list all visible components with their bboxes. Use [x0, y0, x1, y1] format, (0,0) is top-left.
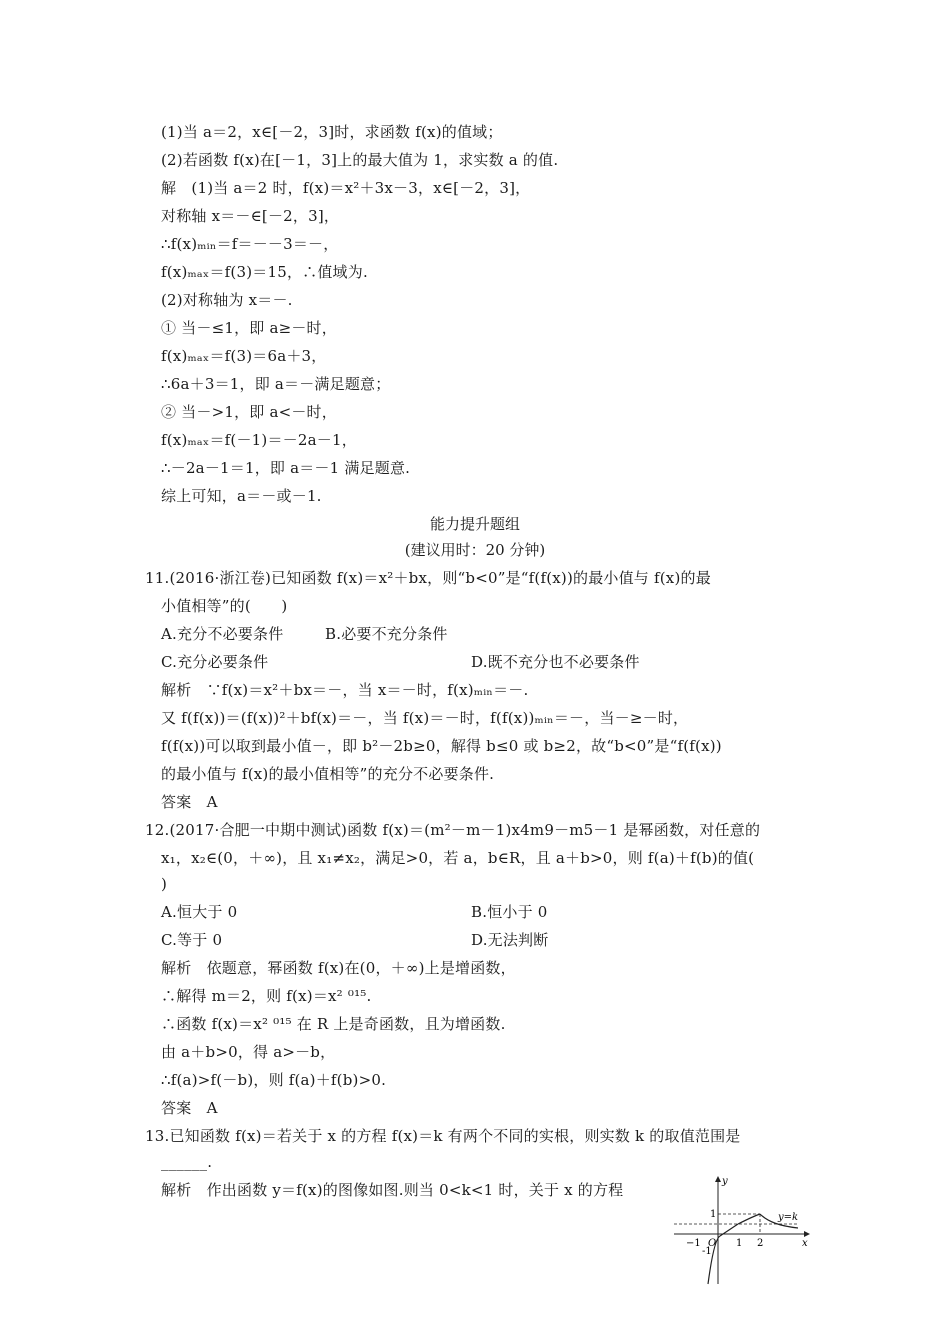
text-line: ① 当－≤1，即 a≥－时，	[161, 319, 337, 337]
text-line: 解 (1)当 a＝2 时，f(x)＝x²＋3x－3，x∈[－2，3]，	[161, 179, 531, 197]
x-axis-arrow	[804, 1231, 810, 1237]
text-line: ∴f(x)ₘᵢₙ＝f＝－－3＝－，	[161, 235, 339, 253]
q13-stem: 13.已知函数 f(x)＝若关于 x 的方程 f(x)＝k 有两个不同的实根，则实数 k 的取值范围是	[145, 1127, 741, 1145]
q12-stem: 12.(2017·合肥一中期中测试)函数 f(x)＝(m²－m－1)x4m9－m5－1 是幂函数，对任意的	[145, 821, 761, 839]
text-line: f(x)ₘₐₓ＝f(－1)＝－2a－1，	[161, 431, 357, 449]
section-subtitle: (建议用时：20 分钟)	[404, 541, 546, 559]
q11-stem: 小值相等”的( )	[161, 597, 288, 615]
line-label: y=k	[778, 1212, 799, 1223]
y-axis-label: y	[722, 1176, 728, 1187]
q12-solution: ∴f(a)>f(－b)，则 f(a)＋f(b)>0.	[161, 1071, 387, 1089]
text-line: f(x)ₘₐₓ＝f(3)＝15，∴值域为.	[161, 263, 368, 281]
text-line: ② 当－>1，即 a<－时，	[161, 403, 337, 421]
text-line: ∴6a＋3＝1，即 a＝－满足题意；	[161, 375, 391, 393]
q11-option-c: C.充分必要条件	[161, 653, 269, 671]
text-line: 综上可知，a＝－或－1.	[161, 487, 322, 505]
text-line: 对称轴 x＝－∈[－2，3]，	[161, 207, 340, 225]
q11-solution: 的最小值与 f(x)的最小值相等”的充分不必要条件.	[161, 765, 495, 783]
q12-option-a: A.恒大于 0	[161, 903, 238, 921]
q12-solution: 由 a＋b>0，得 a>－b，	[161, 1043, 336, 1061]
origin-label: O	[708, 1238, 717, 1249]
q13-solution: 解析 作出函数 y＝f(x)的图像如图.则当 0<k<1 时，关于 x 的方程	[161, 1181, 624, 1199]
q12-stem: )	[161, 875, 168, 893]
tick-x-1: 1	[736, 1238, 743, 1249]
curve-rise	[738, 1214, 760, 1224]
q12-answer: 答案 A	[161, 1099, 218, 1117]
q11-option-d: D.既不充分也不必要条件	[471, 653, 640, 671]
q11-solution: 又 f(f(x))＝(f(x))²＋bf(x)＝－，当 f(x)＝－时，f(f(x))ₘᵢₙ＝－，当－≥－时，	[161, 709, 689, 727]
q12-option-c: C.等于 0	[161, 931, 223, 949]
q12-option-b: B.恒小于 0	[471, 903, 548, 921]
tick-x-2: 2	[757, 1238, 764, 1249]
curve-left	[708, 1224, 738, 1284]
text-line: (1)当 a＝2，x∈[－2，3]时，求函数 f(x)的值域；	[161, 123, 503, 141]
q12-solution: ∴解得 m＝2，则 f(x)＝x² ⁰¹⁵.	[161, 987, 372, 1005]
tick-x-neg1: −1	[686, 1238, 701, 1249]
q11-option-b: B.必要不充分条件	[325, 625, 448, 643]
q13-stem: ______.	[161, 1153, 213, 1171]
y-axis-arrow	[715, 1176, 721, 1182]
q12-solution: ∴函数 f(x)＝x² ⁰¹⁵ 在 R 上是奇函数，且为增函数.	[161, 1015, 506, 1033]
q11-option-a: A.充分不必要条件	[161, 625, 284, 643]
text-line: ∴－2a－1＝1，即 a＝－1 满足题意.	[161, 459, 411, 477]
section-title: 能力提升题组	[429, 515, 520, 533]
text-line: (2)若函数 f(x)在[－1，3]上的最大值为 1，求实数 a 的值.	[161, 151, 559, 169]
q11-solution: 解析 ∵f(x)＝x²＋bx＝－，当 x＝－时，f(x)ₘᵢₙ＝－.	[161, 681, 529, 699]
q11-stem: 11.(2016·浙江卷)已知函数 f(x)＝x²＋bx，则“b<0”是“f(f(x))的最小值与 f(x)的最	[145, 569, 711, 587]
q11-solution: f(f(x))可以取到最小值－，即 b²－2b≥0，解得 b≤0 或 b≥2，故“b<0”是“f(f(x))	[161, 737, 722, 755]
function-graph	[672, 1172, 812, 1288]
q12-option-d: D.无法判断	[471, 931, 549, 949]
text-line: f(x)ₘₐₓ＝f(3)＝6a＋3，	[161, 347, 327, 365]
tick-y-neg1: -1	[702, 1246, 712, 1257]
tick-y-1: 1	[710, 1209, 717, 1220]
x-axis-label: x	[802, 1238, 808, 1249]
text-line: (2)对称轴为 x＝－.	[161, 291, 293, 309]
q12-solution: 解析 依题意，幂函数 f(x)在(0，＋∞)上是增函数，	[161, 959, 516, 977]
q11-answer: 答案 A	[161, 793, 218, 811]
q12-stem: x₁，x₂∈(0，＋∞)，且 x₁≠x₂，满足>0，若 a，b∈R，且 a＋b>0，则 f(a)＋f(b)的值(	[161, 849, 755, 867]
